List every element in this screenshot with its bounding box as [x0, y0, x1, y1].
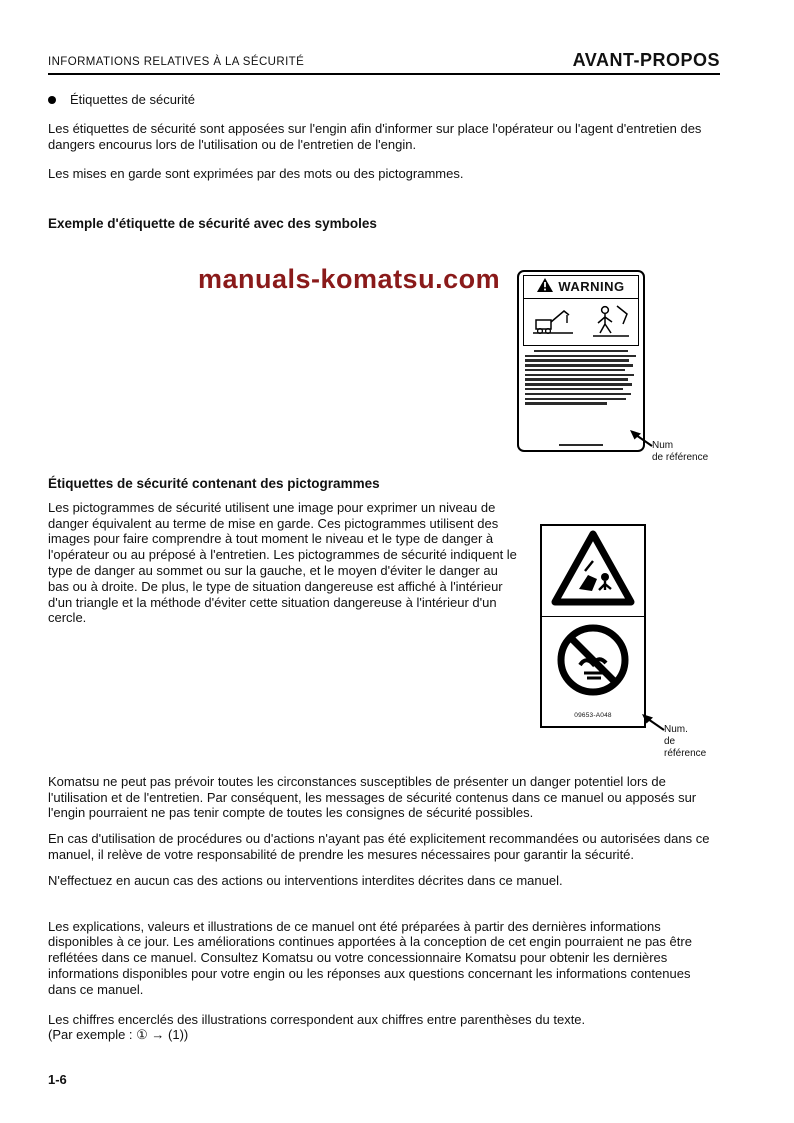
paragraph-warnings: Les mises en garde sont exprimées par des mots ou des pictogrammes.: [48, 166, 464, 182]
crush-hazard-icon: [589, 300, 633, 344]
warning-label-title: WARNING: [558, 278, 625, 294]
machine-tipover-icon: [529, 300, 579, 344]
warning-label-fine-print: [523, 346, 639, 444]
reference-caption-line1: Num: [652, 439, 674, 451]
header-rule: [48, 73, 720, 75]
paragraph-explications: Les explications, valeurs et illustrations de ce manuel ont été préparées à partir des dernières informations disponibles à ce jour. Les améliorations continues apportées à la conception de cet engin pourraient ne pas être reflétées dans ce manuel. Consultez Komatsu ou votre concessionnaire Komatsu pour obtenir les dernières informations disponibles pour votre engin ou les réponses aux questions concernant les informations contenues dans ce manuel.: [48, 918, 692, 997]
reference-caption-line1: Num.: [664, 723, 688, 735]
warning-label-header: [523, 275, 639, 299]
header-left-title: INFORMATIONS RELATIVES À LA SÉCURITÉ: [48, 56, 305, 68]
crush-warning-triangle-icon: [549, 527, 637, 615]
pictogram-label-top-cell: [542, 526, 644, 617]
paragraph-chiffres-line2: (Par exemple : ① → (1)): [48, 1027, 189, 1043]
paragraph-pictograms: Les pictogrammes de sécurité utilisent une image pour exprimer un niveau de danger équivalent au terme de mise en garde. Ces pictogrammes utilisent des images pour faire comprendre à tout moment le niveau et le type de danger à l'opérateur ou au préposé à l'entretien. Les pictogrammes de sécurité indiquent le type de danger au sommet ou sur la gauche, et le moyen d'éviter le danger au bas ou à droite. De plus, le type de situation dangereuse est affiché à l'intérieur d'un triangle et la méthode d'éviter cette situation dangereuse à l'intérieur d'un cercle.: [48, 499, 517, 626]
reference-arrow-icon: [628, 430, 654, 452]
heading-example: Exemple d'étiquette de sécurité avec des symboles: [48, 216, 377, 232]
paragraph-chiffres-line1: Les chiffres encerclés des illustrations correspondent aux chiffres entre parenthèses du texte.: [48, 1011, 586, 1027]
watermark-text: manuals-komatsu.com: [198, 263, 501, 294]
figure-pictogram-section: [48, 500, 720, 762]
warning-triangle-icon: [537, 278, 553, 296]
paragraph-procedures: En cas d'utilisation de procédures ou d'actions n'ayant pas été explicitement recommandées ou autorisées dans ce manuel, il relève de votre responsabilité de prendre les mesures nécessaires pour garantir la sécurité.: [48, 831, 710, 862]
reference-arrow-icon: [640, 714, 666, 736]
prohibition-circle-icon: [554, 621, 632, 703]
pictogram-label-part-number: 09653-A048: [574, 712, 612, 719]
pictogram-label-bottom-cell: [542, 617, 644, 707]
warning-label-pictograms: [523, 299, 639, 346]
heading-pictograms: Étiquettes de sécurité contenant des pictogrammes: [48, 475, 380, 491]
reference-caption-line2: de référence: [652, 451, 709, 463]
figure-warning-example: [48, 240, 720, 476]
bullet-heading-label: Étiquettes de sécurité: [70, 92, 196, 107]
warning-label-part-number: [523, 444, 639, 447]
paragraph-interdites: N'effectuez en aucun cas des actions ou interventions interdites décrites dans ce manuel.: [48, 872, 563, 888]
bullet-heading-row: [48, 92, 720, 108]
page-header: [48, 50, 720, 71]
reference-caption-line2: de référence: [664, 735, 707, 759]
header-right-title: AVANT-PROPOS: [572, 50, 720, 70]
bullet-icon: [48, 96, 56, 104]
pictogram-safety-label: [540, 524, 646, 728]
page-number: 1-6: [48, 1072, 67, 1087]
paragraph-komatsu: Komatsu ne peut pas prévoir toutes les circonstances susceptibles de présenter un danger potentiel lors de l'utilisation et de l'entretien. Par conséquent, les messages de sécurité contenus dans ce manuel ou apposés sur l'engin pourraient ne pas tenir compte de toutes les consignes de sécurité possibles.: [48, 773, 697, 821]
pictogram-reference-caption: [664, 724, 720, 760]
warning-reference-caption: [652, 440, 708, 464]
warning-safety-label: [517, 270, 645, 452]
paragraph-chiffres: [48, 1012, 720, 1044]
page-content: [48, 92, 720, 1043]
paragraph-safety-labels: Les étiquettes de sécurité sont apposées sur l'engin afin d'informer sur place l'opérateur ou l'agent d'entretien des dangers encourus lors de l'utilisation ou de l'entretien de l'engin.: [48, 120, 702, 152]
